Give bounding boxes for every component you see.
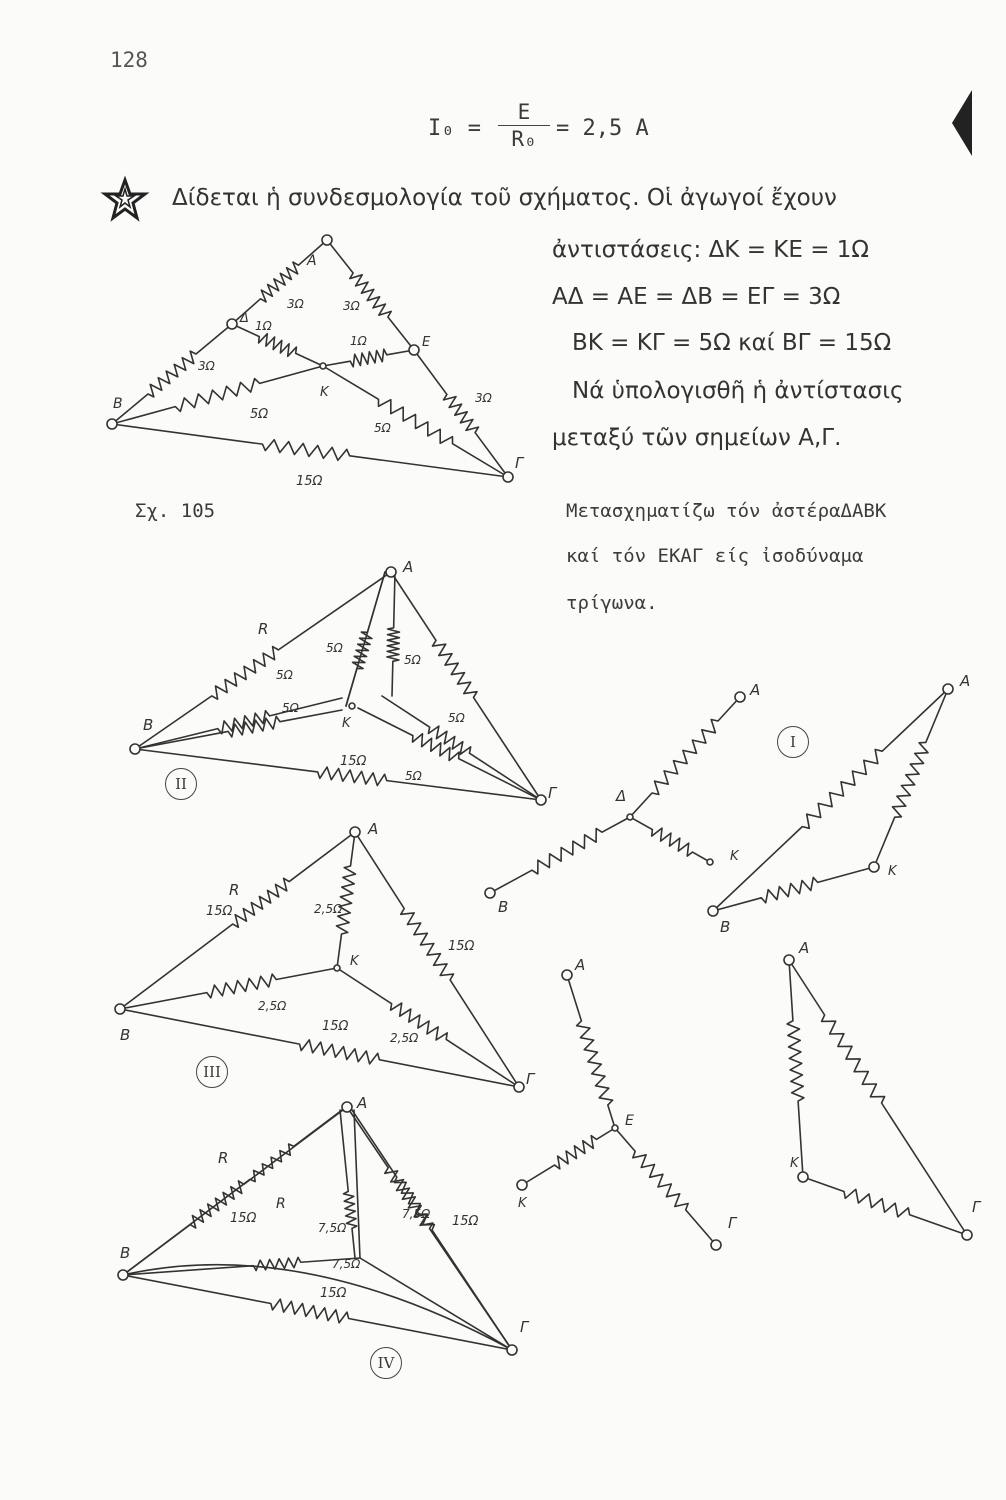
diagram-label-42: 15Ω — [448, 939, 475, 954]
resistor-38 — [123, 1110, 342, 1275]
roman-label-I: I — [777, 726, 809, 758]
diagram-label-30: 5Ω — [276, 668, 293, 682]
formula-rhs: = 2,5 A — [556, 116, 649, 141]
page-number: 128 — [110, 48, 148, 72]
resistor-3 — [112, 324, 232, 424]
diagram-label-34: 15Ω — [340, 754, 367, 769]
resistor-9 — [112, 424, 508, 477]
diagram-label-45: 2,5Ω — [390, 1031, 419, 1045]
resistor-4 — [414, 350, 508, 477]
terminal-node-6 — [320, 363, 326, 369]
terminal-node-20 — [514, 1082, 524, 1092]
diagram-label-12: 3Ω — [475, 391, 492, 405]
diagram-label-11: 1Ω — [350, 334, 367, 348]
diagram-label-7: 3Ω — [287, 297, 304, 311]
problem-intro: Δίδεται ἡ συνδεσμολογία τοῦ σχήματος. Οἱ ἀγωγοί ἔχουν — [172, 185, 837, 211]
diagram-label-41: 2,5Ω — [314, 902, 343, 916]
resistor-40 — [352, 1110, 512, 1350]
diagram-label-6: K — [320, 385, 329, 400]
terminal-node-19 — [115, 1004, 125, 1014]
diagram-label-1: A — [307, 253, 317, 269]
problem-line-1: ἀντιστάσεις: ΔΚ = ΚΕ = 1Ω — [552, 237, 870, 263]
resistor-28 — [120, 968, 337, 1009]
terminal-node-15 — [130, 744, 140, 754]
diagram-label-50: A — [799, 939, 810, 957]
terminal-node-2 — [107, 419, 117, 429]
resistor-34 — [787, 960, 804, 1177]
resistor-5 — [232, 324, 323, 366]
resistor-41 — [123, 1257, 360, 1275]
roman-label-IV: IV — [370, 1347, 402, 1379]
terminal-node-27 — [798, 1172, 808, 1182]
terminal-node-29 — [342, 1102, 352, 1112]
diagram-label-22: K — [888, 864, 897, 879]
diagram-label-10: 1Ω — [255, 319, 272, 333]
resistor-2 — [327, 240, 414, 350]
problem-line-3: ΒΚ = ΚΓ = 5Ω καί ΒΓ = 15Ω — [572, 330, 892, 356]
diagram-label-57: 15Ω — [230, 1211, 257, 1226]
diagram-label-23: A — [403, 558, 414, 576]
wire-2 — [123, 1265, 512, 1350]
diagram-label-32: 5Ω — [448, 711, 465, 725]
diagram-label-55: Γ — [520, 1318, 529, 1336]
terminal-node-9 — [627, 814, 633, 820]
terminal-node-12 — [708, 906, 718, 916]
resistor-35 — [789, 960, 967, 1235]
figure-caption: Σχ. 105 — [135, 500, 216, 522]
terminal-node-1 — [322, 235, 332, 245]
terminal-node-10 — [707, 859, 713, 865]
diagram-label-39: R — [229, 881, 240, 899]
terminal-node-14 — [386, 567, 396, 577]
diagram-label-37: Γ — [526, 1070, 535, 1088]
diagram-label-19: K — [730, 849, 739, 864]
problem-line-2: ΑΔ = ΑΕ = ΔΒ = ΕΓ = 3Ω — [552, 284, 841, 310]
problem-line-4: Νά ὑπολογισθῆ ἡ ἀντίστασις — [572, 378, 904, 404]
terminal-node-3 — [503, 472, 513, 482]
resistor-20 — [135, 698, 342, 749]
diagram-label-3: Γ — [515, 454, 524, 472]
resistor-19 — [387, 572, 400, 696]
resistor-12 — [630, 817, 710, 862]
resistor-43 — [123, 1275, 512, 1350]
terminal-node-17 — [349, 703, 355, 709]
diagram-label-49: Γ — [728, 1214, 737, 1232]
solution-line-1: Μετασχηματίζω τόν ἀστέραΔΑΒΚ — [566, 500, 887, 522]
diagram-label-4: Δ — [240, 311, 249, 326]
resistor-21 — [135, 710, 342, 749]
diagram-label-24: B — [143, 716, 154, 734]
resistor-7 — [112, 366, 323, 424]
terminal-node-31 — [507, 1345, 517, 1355]
resistor-27 — [355, 832, 519, 1087]
diagram-label-33: 5Ω — [405, 769, 422, 783]
diagram-label-8: 3Ω — [343, 299, 360, 313]
diagram-label-17: Δ — [616, 787, 627, 805]
diagram-label-29: 5Ω — [404, 653, 421, 667]
resistor-24 — [135, 749, 541, 800]
terminal-node-22 — [562, 970, 572, 980]
terminal-node-24 — [711, 1240, 721, 1250]
roman-label-II: II — [165, 768, 197, 800]
terminal-node-28 — [962, 1230, 972, 1240]
terminal-node-25 — [612, 1125, 618, 1131]
diagram-label-38: K — [350, 954, 359, 969]
diagram-label-28: 5Ω — [326, 641, 343, 655]
terminal-node-23 — [517, 1180, 527, 1190]
diagram-label-58: R — [276, 1196, 286, 1212]
terminal-node-8 — [485, 888, 495, 898]
diagram-label-44: 15Ω — [322, 1019, 349, 1034]
diagram-label-25: Γ — [548, 784, 557, 802]
resistor-6 — [323, 349, 414, 367]
diagram-label-56: R — [218, 1149, 229, 1167]
diagram-label-26: K — [342, 716, 351, 731]
terminal-node-4 — [227, 319, 237, 329]
diagram-label-5: E — [422, 335, 431, 350]
resistor-14 — [874, 689, 948, 867]
terminal-node-5 — [409, 345, 419, 355]
resistor-13 — [713, 689, 948, 911]
terminal-node-26 — [784, 955, 794, 965]
diagram-label-27: R — [258, 620, 269, 638]
diagram-label-52: Γ — [972, 1198, 981, 1216]
diagram-label-60: 7,5Ω — [402, 1207, 431, 1221]
diagram-label-31: 5Ω — [282, 701, 299, 715]
diagram-label-2: B — [113, 396, 123, 412]
resistor-26 — [337, 832, 356, 968]
diagram-label-36: B — [120, 1026, 131, 1044]
terminal-node-7 — [735, 692, 745, 702]
diagram-label-63: 15Ω — [320, 1286, 347, 1301]
resistor-33 — [615, 1128, 716, 1245]
diagram-label-59: 7,5Ω — [318, 1221, 347, 1235]
diagram-label-53: A — [357, 1094, 368, 1112]
resistor-10 — [630, 697, 740, 817]
formula-denominator: R₀ — [511, 127, 537, 151]
terminal-node-13 — [869, 862, 879, 872]
terminal-node-18 — [350, 827, 360, 837]
problem-line-5: μεταξύ τῶν σημείων Α,Γ. — [552, 425, 842, 451]
formula-lhs: I₀ = — [428, 116, 481, 141]
resistor-8 — [323, 366, 508, 477]
diagram-label-16: A — [750, 681, 761, 699]
solution-line-3: τρίγωνα. — [566, 592, 658, 614]
diagram-label-54: B — [120, 1244, 131, 1262]
diagram-label-48: K — [518, 1196, 527, 1211]
terminal-node-16 — [536, 795, 546, 805]
diagram-label-46: A — [575, 956, 586, 974]
diagram-label-18: B — [498, 898, 509, 916]
resistor-11 — [490, 817, 630, 893]
diagram-label-13: 5Ω — [250, 407, 269, 422]
wire-1 — [346, 572, 385, 706]
terminal-node-30 — [118, 1270, 128, 1280]
roman-label-III: III — [196, 1056, 228, 1088]
diagram-label-62: 7,5Ω — [332, 1257, 361, 1271]
diagram-label-40: 15Ω — [206, 904, 233, 919]
solution-line-2: καί τόν ΕΚΑΓ είς ἰσοδύναμα — [566, 545, 864, 567]
diagram-label-47: E — [625, 1113, 634, 1129]
diagram-label-61: 15Ω — [452, 1214, 479, 1229]
diagram-label-35: A — [368, 820, 379, 838]
diagram-label-14: 5Ω — [374, 421, 391, 435]
diagram-label-51: K — [790, 1156, 799, 1171]
formula-numerator: E — [517, 100, 531, 124]
diagram-label-15: 15Ω — [296, 474, 323, 489]
diagram-label-9: 3Ω — [198, 359, 215, 373]
diagram-label-21: B — [720, 918, 731, 936]
resistor-17 — [391, 572, 541, 800]
resistor-31 — [567, 975, 615, 1128]
terminal-node-11 — [943, 684, 953, 694]
terminal-node-21 — [334, 965, 340, 971]
resistor-32 — [522, 1128, 615, 1185]
diagram-label-43: 2,5Ω — [258, 999, 287, 1013]
resistor-36 — [803, 1177, 967, 1235]
diagram-label-20: A — [960, 672, 971, 690]
